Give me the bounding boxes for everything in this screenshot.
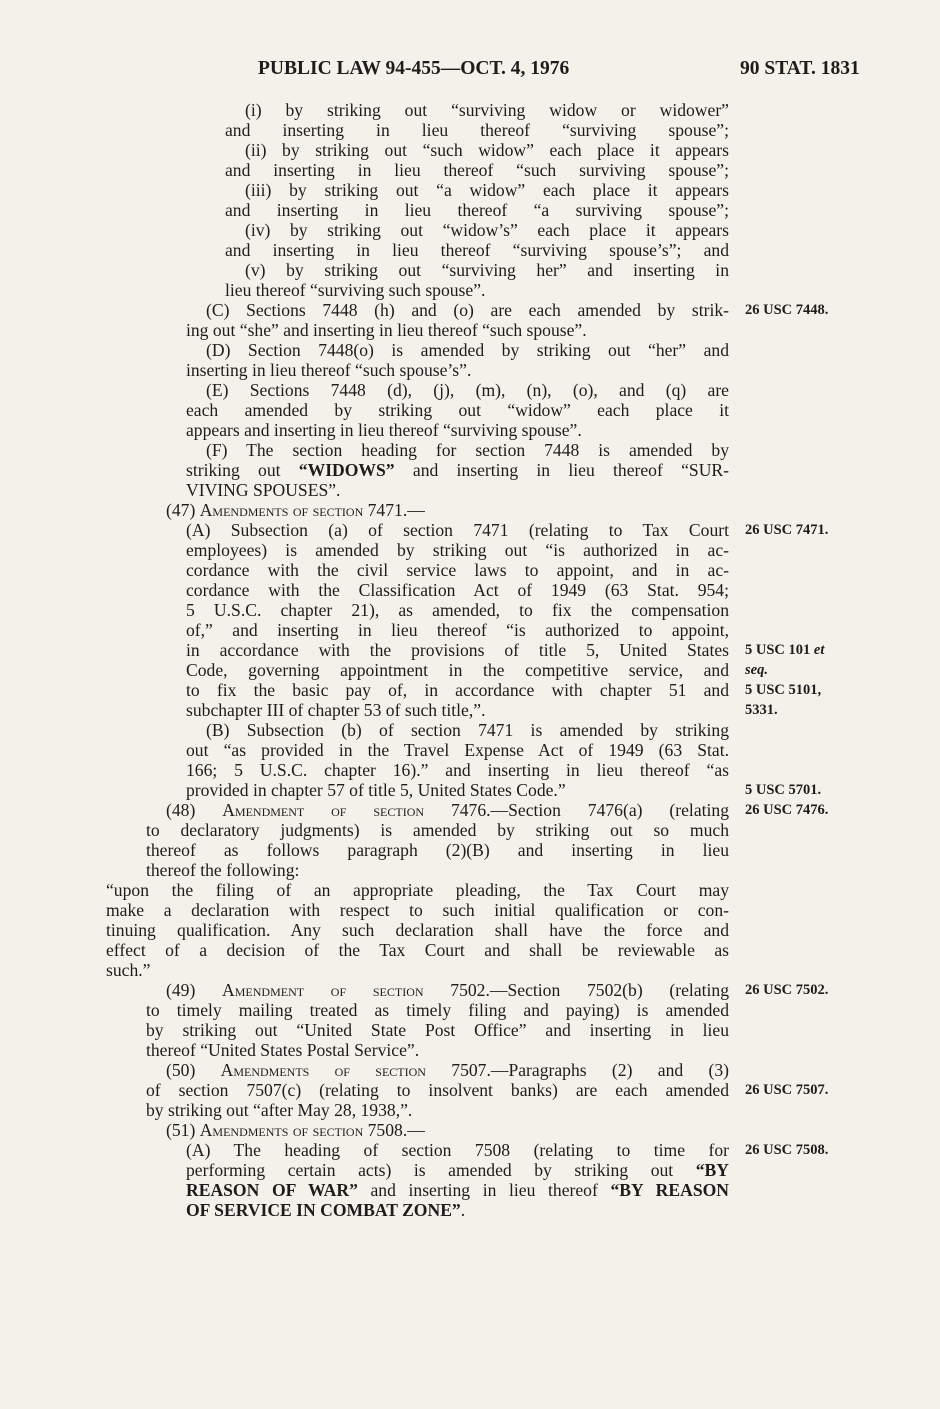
section-heading: Amendment of section 7476. (222, 800, 491, 820)
line-text: (iii) by striking out “a widow” each place it appears (245, 180, 729, 200)
text-line (186, 580, 729, 600)
line-text: —Section 7476(a) (relating (490, 800, 729, 820)
text-line (106, 960, 729, 980)
line-text: of section 7507(c) (relating to insolvent banks) are each amended (146, 1080, 729, 1100)
line-text: performing certain acts) is amended by striking out (186, 1160, 696, 1180)
line-text: effect of a decision of the Tax Court and shall be reviewable as (106, 940, 729, 960)
text-line (146, 1020, 729, 1040)
text-line (206, 380, 729, 400)
text-line (186, 480, 729, 500)
citation-text: 26 USC 7502. (745, 982, 829, 998)
text-line (146, 1000, 729, 1020)
margin-citation (745, 800, 828, 820)
text-line (186, 360, 729, 380)
text-line (106, 900, 729, 920)
line-text: (A) The heading of section 7508 (relating to time for (186, 1140, 729, 1160)
text-line (166, 1120, 729, 1140)
line-text: (F) The section heading for section 7448 is amended by (206, 440, 729, 460)
header-stat-citation: 90 STAT. 1831 (740, 58, 860, 79)
text-line (186, 660, 729, 680)
text-line (225, 160, 729, 180)
line-text: ing out “she” and inserting in lieu thereof “such spouse”. (186, 320, 587, 340)
text-line (186, 460, 729, 480)
line-text: cordance with the Classification Act of 1949 (63 Stat. 954; (186, 580, 729, 600)
line-text: (iv) by striking out “widow’s” each place it appears (245, 220, 729, 240)
text-line (186, 620, 729, 640)
margin-citation (745, 640, 824, 660)
text-line (186, 560, 729, 580)
text-line (186, 1160, 729, 1180)
margin-citation (745, 780, 821, 800)
text-line (146, 860, 729, 880)
line-text: (48) (166, 800, 223, 820)
text-line (146, 1040, 729, 1060)
line-text: and inserting in lieu thereof “surviving spouse’s”; and (225, 240, 729, 260)
line-text: 5 U.S.C. chapter 21), as amended, to fix the compensation (186, 600, 729, 620)
bold-heading-text: “WIDOWS” (298, 460, 395, 480)
bold-heading-text: OF SERVICE IN COMBAT ZONE” (186, 1200, 461, 1220)
line-text: to timely mailing treated as timely filing and paying) is amended (146, 1000, 729, 1020)
citation-text: 26 USC 7508. (745, 1142, 829, 1158)
line-text: (ii) by striking out “such widow” each place it appears (245, 140, 729, 160)
text-line (186, 1200, 729, 1220)
text-line (146, 1100, 729, 1120)
citation-text: 5331. (745, 702, 778, 718)
margin-citation (745, 300, 828, 320)
line-text: inserting in lieu thereof “such spouse’s”. (186, 360, 472, 380)
citation-text: 5 USC 5701. (745, 782, 822, 798)
line-text: (A) Subsection (a) of section 7471 (relating to Tax Court (186, 520, 729, 540)
text-line (186, 780, 729, 800)
line-text: thereof “United States Postal Service”. (146, 1040, 420, 1060)
line-text: employees) is amended by striking out “is authorized in ac- (186, 540, 729, 560)
line-text: and inserting in lieu thereof “a surviving spouse”; (225, 200, 729, 220)
text-line (186, 1140, 729, 1160)
line-text: and inserting in lieu thereof (357, 1180, 611, 1200)
citation-text: 26 USC 7471. (745, 522, 829, 538)
line-text: — (407, 500, 425, 520)
citation-italic-text: et (813, 642, 825, 658)
line-text: (C) Sections 7448 (h) and (o) are each amended by strik- (206, 300, 729, 320)
line-text: (i) by striking out “surviving widow or widower” (245, 100, 729, 120)
line-text: —Paragraphs (2) and (3) (490, 1060, 729, 1080)
line-text: in accordance with the provisions of title 5, United States (186, 640, 729, 660)
margin-citation (745, 680, 821, 700)
bold-heading-text: REASON OF WAR” (186, 1180, 358, 1200)
text-line (186, 600, 729, 620)
line-text: tinuing qualification. Any such declaration shall have the force and (106, 920, 729, 940)
line-text: — (407, 1120, 425, 1140)
line-text: (51) (166, 1120, 200, 1140)
line-text: and inserting in lieu thereof “SUR- (394, 460, 729, 480)
line-text: 166; 5 U.S.C. chapter 16).” and inserting in lieu thereof “as (186, 760, 729, 780)
citation-text: 26 USC 7476. (745, 802, 829, 818)
line-text: thereof as follows paragraph (2)(B) and inserting in lieu (146, 840, 729, 860)
text-line (225, 280, 729, 300)
text-line (166, 800, 729, 820)
text-line (206, 440, 729, 460)
text-line (106, 880, 729, 900)
section-heading: Amendments of section 7471. (199, 500, 408, 520)
bold-heading-text: “BY REASON (610, 1180, 729, 1200)
text-line (186, 420, 729, 440)
text-line (186, 540, 729, 560)
line-text: subchapter III of chapter 53 of such title,”. (186, 700, 486, 720)
text-line (186, 760, 729, 780)
line-text: (v) by striking out “surviving her” and inserting in (245, 260, 729, 280)
line-text: (47) (166, 500, 200, 520)
text-line (206, 300, 729, 320)
citation-text: 26 USC 7448. (745, 302, 829, 318)
text-line (245, 140, 729, 160)
margin-citation (745, 520, 828, 540)
text-line (166, 500, 729, 520)
section-heading: Amendments of section 7507. (220, 1060, 491, 1080)
citation-text: 26 USC 7507. (745, 1082, 829, 1098)
margin-citation (745, 1080, 828, 1100)
line-text: . (460, 1200, 466, 1220)
text-line (206, 720, 729, 740)
text-line (186, 320, 729, 340)
line-text: and inserting in lieu thereof “surviving spouse”; (225, 120, 729, 140)
text-line (225, 240, 729, 260)
text-line (106, 940, 729, 960)
line-text: (D) Section 7448(o) is amended by striking out “her” and (206, 340, 729, 360)
line-text: (49) (166, 980, 223, 1000)
line-text: to fix the basic pay of, in accordance with chapter 51 and (186, 680, 729, 700)
line-text: (E) Sections 7448 (d), (j), (m), (n), (o), and (q) are (206, 380, 729, 400)
text-line (245, 260, 729, 280)
text-line (245, 100, 729, 120)
margin-citation (745, 700, 778, 720)
section-heading: Amendment of section 7502. (222, 980, 490, 1000)
line-text: appears and inserting in lieu thereof “surviving spouse”. (186, 420, 582, 440)
line-text: Code, governing appointment in the competitive service, and (186, 660, 729, 680)
line-text: by striking out “after May 28, 1938,”. (146, 1100, 413, 1120)
line-text: lieu thereof “surviving such spouse”. (225, 280, 486, 300)
line-text: VIVING SPOUSES”. (186, 480, 341, 500)
text-line (225, 200, 729, 220)
citation-text: 5 USC 101 (745, 642, 814, 658)
text-line (146, 820, 729, 840)
citation-italic-text: seq. (745, 662, 768, 678)
line-text: such.” (106, 960, 151, 980)
line-text: out “as provided in the Travel Expense Act of 1949 (63 Stat. (186, 740, 729, 760)
text-line (166, 1060, 729, 1080)
text-line (225, 120, 729, 140)
text-line (186, 400, 729, 420)
text-line (245, 220, 729, 240)
header-title: PUBLIC LAW 94-455—OCT. 4, 1976 (258, 58, 570, 79)
bold-heading-text: “BY (695, 1160, 729, 1180)
text-line (186, 700, 729, 720)
section-heading: Amendments of section 7508. (199, 1120, 408, 1140)
line-text: of,” and inserting in lieu thereof “is authorized to appoint, (186, 620, 729, 640)
line-text: and inserting in lieu thereof “such surviving spouse”; (225, 160, 729, 180)
text-line (186, 520, 729, 540)
text-line (106, 920, 729, 940)
text-line (146, 1080, 729, 1100)
margin-citation (745, 1140, 828, 1160)
line-text: —Section 7502(b) (relating (489, 980, 729, 1000)
text-line (206, 340, 729, 360)
page-header (0, 58, 940, 86)
text-line (186, 1180, 729, 1200)
line-text: by striking out “United State Post Office” and inserting in lieu (146, 1020, 729, 1040)
text-line (186, 640, 729, 660)
line-text: (B) Subsection (b) of section 7471 is amended by striking (206, 720, 729, 740)
line-text: each amended by striking out “widow” each place it (186, 400, 729, 420)
line-text: provided in chapter 57 of title 5, United States Code.” (186, 780, 566, 800)
citation-text: 5 USC 5101, (745, 682, 822, 698)
line-text: to declaratory judgments) is amended by striking out so much (146, 820, 729, 840)
text-line (186, 680, 729, 700)
line-text: “upon the filing of an appropriate pleading, the Tax Court may (106, 880, 729, 900)
text-line (245, 180, 729, 200)
line-text: striking out (186, 460, 299, 480)
line-text: (50) (166, 1060, 221, 1080)
text-line (186, 740, 729, 760)
line-text: make a declaration with respect to such initial qualification or con- (106, 900, 729, 920)
margin-citation (745, 660, 768, 680)
margin-citation (745, 980, 828, 1000)
line-text: thereof the following: (146, 860, 300, 880)
text-line (166, 980, 729, 1000)
line-text: cordance with the civil service laws to appoint, and in ac- (186, 560, 729, 580)
text-line (146, 840, 729, 860)
